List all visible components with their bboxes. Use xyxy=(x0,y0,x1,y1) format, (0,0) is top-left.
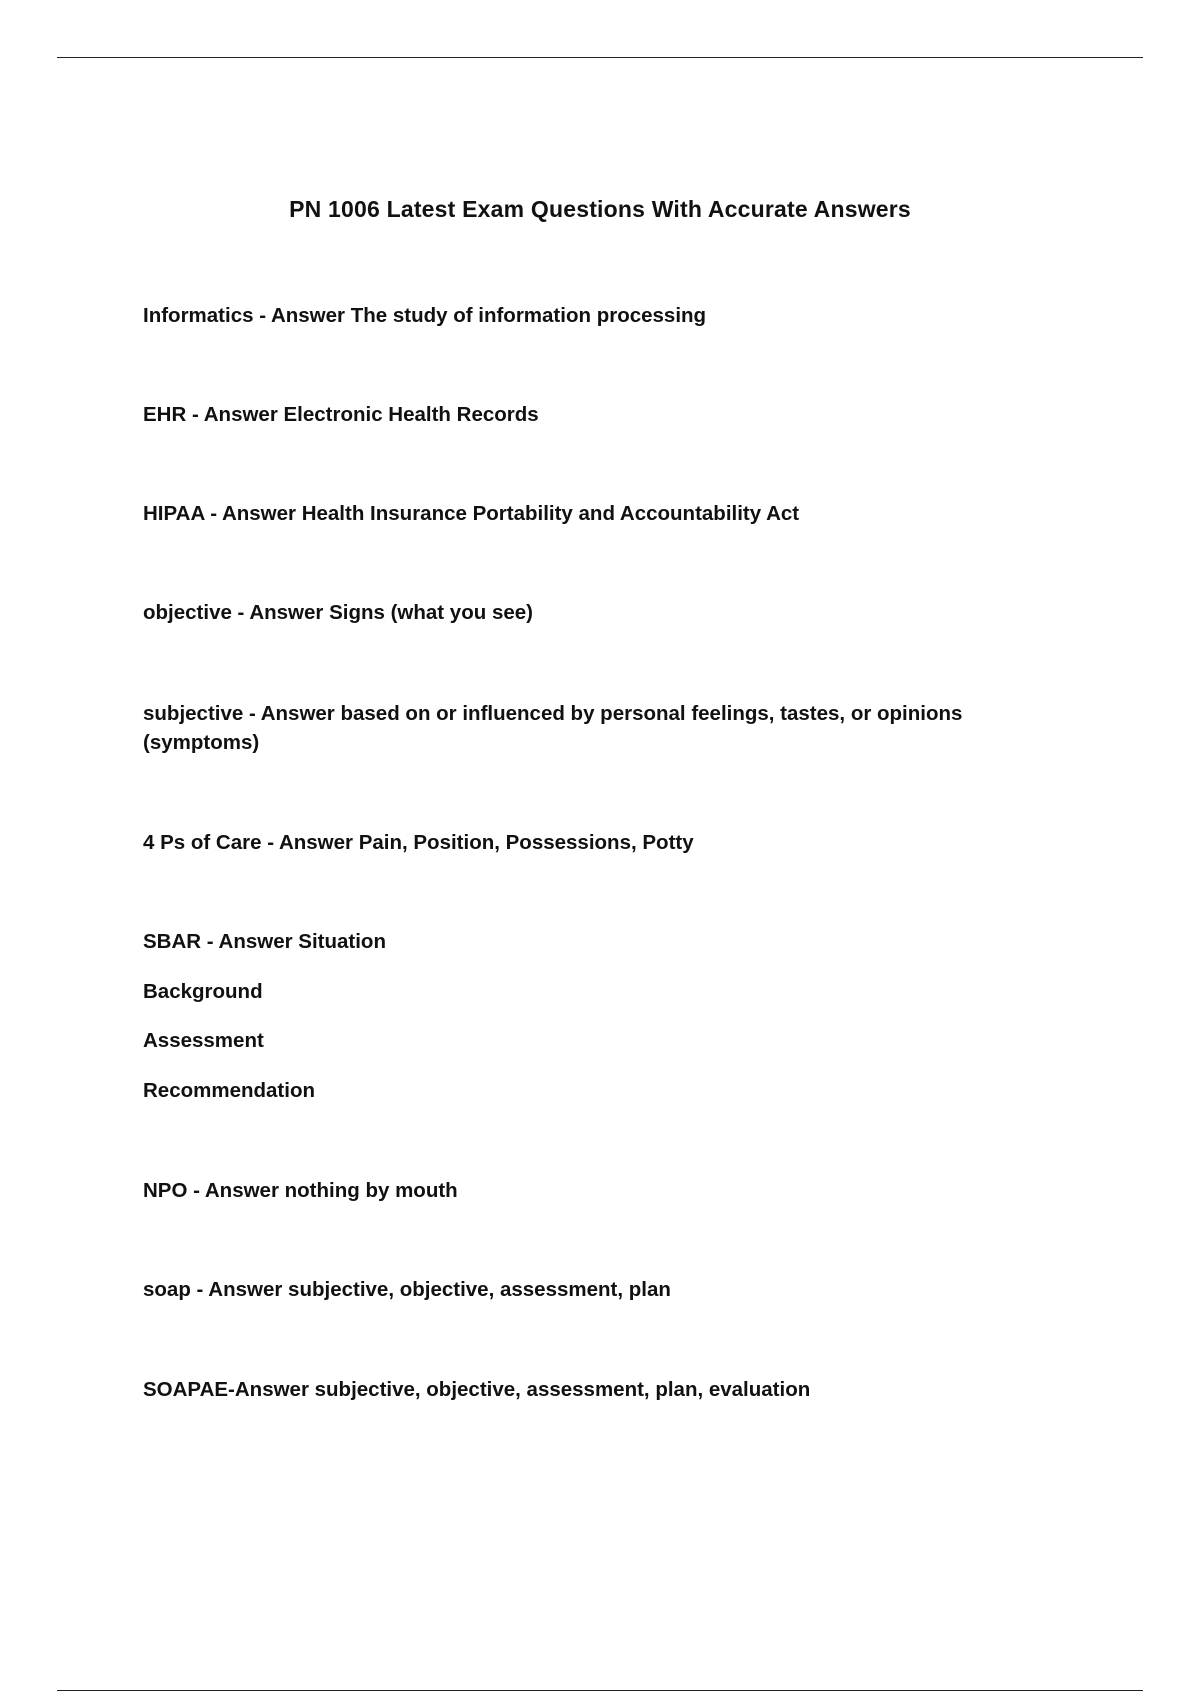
qa-entry-objective xyxy=(143,598,1063,627)
qa-text: Informatics - Answer The study of information processing xyxy=(143,304,707,327)
qa-entry-4ps-of-care xyxy=(143,828,1063,857)
qa-text: 4 Ps of Care - Answer Pain, Position, Possessions, Potty xyxy=(143,831,694,854)
qa-text: HIPAA - Answer Health Insurance Portability and Accountability Act xyxy=(143,502,800,525)
qa-text-continued: Assessment xyxy=(143,1029,264,1052)
qa-text-continued: (symptoms) xyxy=(143,731,260,754)
qa-entry-ehr xyxy=(143,400,1063,429)
qa-text-continued: Background xyxy=(143,980,263,1003)
qa-entry-hipaa xyxy=(143,499,1063,528)
top-rule xyxy=(57,57,1143,58)
qa-entry-subjective xyxy=(143,699,1063,757)
qa-text: subjective - Answer based on or influenced by personal feelings, tastes, or opinions xyxy=(143,702,963,725)
qa-entry-soapae xyxy=(143,1375,1063,1404)
qa-text: objective - Answer Signs (what you see) xyxy=(143,601,533,624)
document-title: PN 1006 Latest Exam Questions With Accurate Answers xyxy=(289,196,911,222)
qa-text: soap - Answer subjective, objective, assessment, plan xyxy=(143,1278,671,1301)
qa-text-continued: Recommendation xyxy=(143,1079,315,1102)
qa-entry-informatics xyxy=(143,301,1063,330)
bottom-rule xyxy=(57,1690,1143,1691)
qa-text: SOAPAE-Answer subjective, objective, assessment, plan, evaluation xyxy=(143,1378,811,1401)
qa-text: EHR - Answer Electronic Health Records xyxy=(143,403,539,426)
qa-entry-sbar xyxy=(143,927,1063,1105)
qa-text: SBAR - Answer Situation xyxy=(143,930,386,953)
qa-entry-npo xyxy=(143,1176,1063,1205)
qa-text: NPO - Answer nothing by mouth xyxy=(143,1179,458,1202)
qa-entry-soap xyxy=(143,1275,1063,1304)
